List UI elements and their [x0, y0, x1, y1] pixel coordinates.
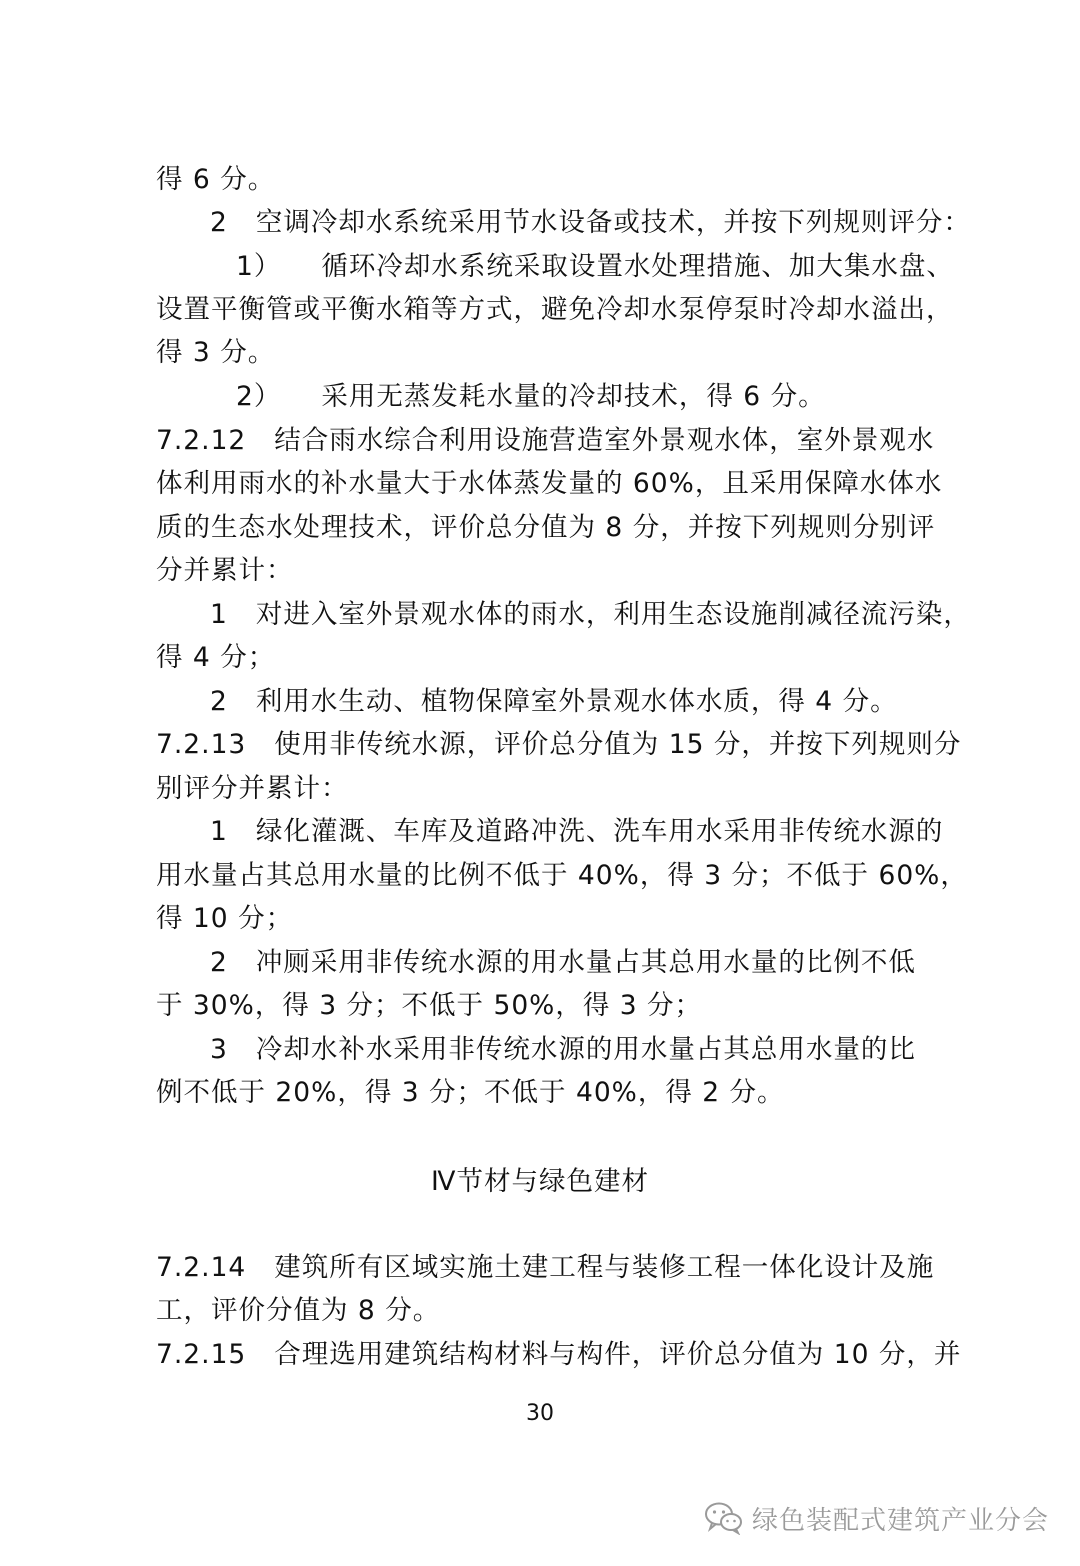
wechat-icon	[704, 1501, 744, 1535]
watermark-text: 绿色装配式建筑产业分会	[752, 1505, 1050, 1536]
item-number: 1	[210, 599, 228, 630]
item-number: 2）	[236, 381, 282, 412]
list-item: 1） 循环冷却水系统采取设置水处理措施、加大集水盘、	[236, 251, 954, 282]
list-item: 2） 采用无蒸发耗水量的冷却技术，得 6 分。	[236, 381, 826, 412]
text-line: 得 3 分。	[156, 337, 276, 368]
clause-line: 7.2.12 结合雨水综合利用设施营造室外景观水体，室外景观水	[156, 425, 935, 456]
item-number: 2	[210, 686, 228, 717]
item-number: 2	[210, 947, 228, 978]
page-number: 30	[526, 1401, 554, 1426]
text-line: 质的生态水处理技术，评价总分值为 8 分，并按下列规则分别评	[156, 512, 936, 543]
text-line: 别评分并累计：	[156, 773, 349, 804]
item-number: 1	[210, 816, 228, 847]
section-title: Ⅳ节材与绿色建材	[431, 1166, 649, 1197]
list-item: 2 冲厕采用非传统水源的用水量占其总用水量的比例不低	[210, 947, 916, 978]
text-line: 用水量占其总用水量的比例不低于 40%，得 3 分；不低于 60%，	[156, 860, 968, 891]
watermark	[704, 1496, 1049, 1540]
clause-number: 7.2.13	[156, 729, 247, 760]
item-number: 3	[210, 1034, 228, 1065]
item-number: 1）	[236, 251, 282, 282]
text-line: 得 6 分。	[156, 164, 276, 195]
text-line: 设置平衡管或平衡水箱等方式，避免冷却水泵停泵时冷却水溢出，	[156, 294, 954, 325]
list-item: 2 利用水生动、植物保障室外景观水体水质，得 4 分。	[210, 686, 898, 717]
clause-line: 7.2.14 建筑所有区域实施土建工程与装修工程一体化设计及施	[156, 1252, 935, 1283]
text-line: 工，评价分值为 8 分。	[156, 1295, 441, 1326]
clause-line: 7.2.13 使用非传统水源，评价总分值为 15 分，并按下列规则分	[156, 729, 962, 760]
clause-line: 7.2.15 合理选用建筑结构材料与构件，评价总分值为 10 分，并	[156, 1339, 962, 1370]
text-line: 例不低于 20%，得 3 分；不低于 40%，得 2 分。	[156, 1077, 785, 1108]
list-item: 3 冷却水补水采用非传统水源的用水量占其总用水量的比	[210, 1034, 916, 1065]
text-line: 体利用雨水的补水量大于水体蒸发量的 60%，且采用保障水体水	[156, 468, 943, 499]
text-line: 分并累计：	[156, 555, 294, 586]
text-line: 于 30%，得 3 分；不低于 50%，得 3 分；	[156, 990, 703, 1021]
item-number: 2	[210, 207, 228, 238]
list-item: 1 绿化灌溉、车库及道路冲洗、洗车用水采用非传统水源的	[210, 816, 944, 847]
list-item: 1 对进入室外景观水体的雨水，利用生态设施削减径流污染，	[210, 599, 971, 630]
clause-number: 7.2.12	[156, 425, 247, 456]
clause-number: 7.2.15	[156, 1339, 247, 1370]
list-item: 2 空调冷却水系统采用节水设备或技术，并按下列规则评分：	[210, 207, 971, 238]
clause-number: 7.2.14	[156, 1252, 247, 1283]
text-line: 得 4 分；	[156, 642, 276, 673]
text-line: 得 10 分；	[156, 903, 294, 934]
